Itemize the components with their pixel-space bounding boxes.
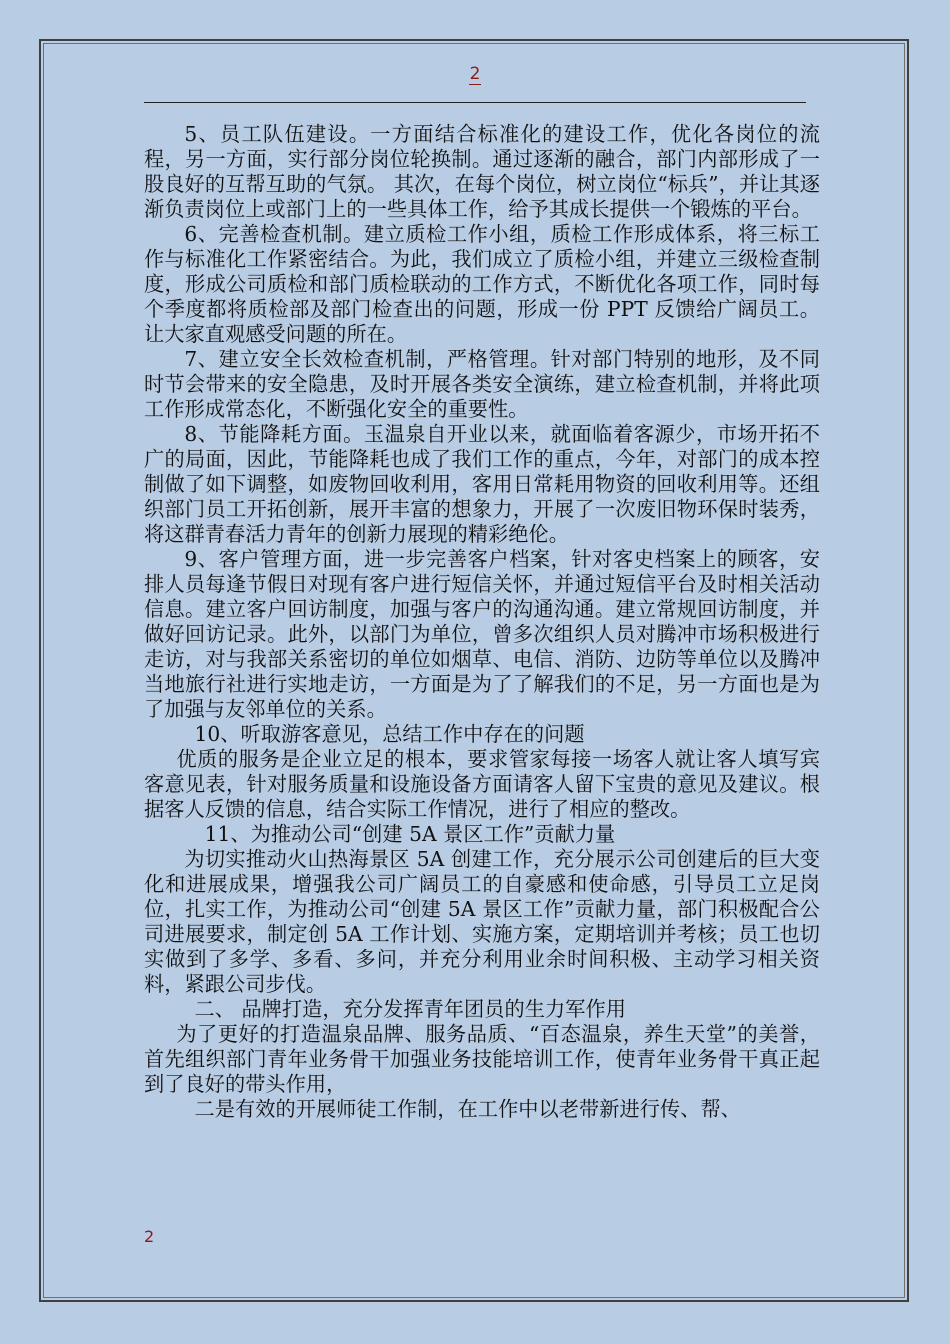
paragraph-energy: 8、节能降耗方面。玉温泉自开业以来，就面临着客源少，市场开拓不广的局面，因此，节能降耗也成了我们工作的重点，今年，对部门的成本控制做了如下调整，如废物回收利用，客用日常耗用物资的回收利用等。还组织部门员工开拓创新，展开丰富的想象力，开展了一次废旧物环保时装秀，将这群青春活力青年的创新力展现的精彩绝伦。 (144, 422, 820, 546)
paragraph-brand: 为了更好的打造温泉品牌、服务品质、“百态温泉，养生天堂”的美誉，首先组织部门青年业务骨干加强业务技能培训工作，使青年业务骨干真正起到了良好的带头作用， (144, 1022, 820, 1096)
paragraph-5a: 为切实推动火山热海景区 5A 创建工作，充分展示公司创建后的巨大变化和进展成果，增强我公司广阔员工的自豪感和使命感，引导员工立足岗位，扎实工作，为推动公司“创建 5A 景区工作”贡献力量，部门积极配合公司进展要求，制定创 5A 工作计划、实施方案，定期培训并考核；员工也切实做到了多学、多看、多问，并充分利用业余时间积极、主动学习相关资料，紧跟公司步伐。 (144, 847, 820, 996)
header-rule (144, 102, 806, 103)
heading-visitor-feedback: 10、听取游客意见，总结工作中存在的问题 (194, 722, 585, 746)
paragraph-visitor-feedback: 优质的服务是企业立足的根本，要求管家每接一场客人就让客人填写宾客意见表，针对服务质量和设施设备方面请客人留下宝贵的意见及建议。根据客人反馈的信息，结合实际工作情况，进行了相应的整改。 (144, 747, 820, 821)
document-body (144, 122, 820, 1122)
paragraph-mentorship: 二是有效的开展师徒工作制，在工作中以老带新进行传、帮、 (194, 1097, 741, 1121)
footer-page-number: 2 (144, 1227, 155, 1246)
paragraph-customer: 9、客户管理方面，进一步完善客户档案，针对客史档案上的顾客，安排人员每逢节假日对现有客户进行短信关怀，并通过短信平台及时相关活动信息。建立客户回访制度，加强与客户的沟通沟通。建立常规回访制度，并做好回访记录。此外，以部门为单位，曾多次组织人员对腾冲市场积极进行走访，对与我部关系密切的单位如烟草、电信、消防、边防等单位以及腾冲当地旅行社进行实地走访，一方面是为了了解我们的不足，另一方面也是为了加强与友邻单位的关系。 (144, 547, 820, 721)
header-page-number: 2 (469, 64, 481, 84)
heading-5a: 11、为推动公司“创建 5A 景区工作”贡献力量 (204, 822, 616, 846)
paragraph-staff-building: 5、员工队伍建设。一方面结合标准化的建设工作，优化各岗位的流程，另一方面，实行部分岗位轮换制。通过逐渐的融合，部门内部形成了一股良好的互帮互助的气氛。 其次，在每个岗位，树立岗位“标兵”，并让其逐渐负责岗位上或部门上的一些具体工作，给予其成长提供一个锻炼的平台。 (144, 122, 820, 221)
paragraph-inspection: 6、完善检查机制。建立质检工作小组，质检工作形成体系，将三标工作与标准化工作紧密结合。为此，我们成立了质检小组，并建立三级检查制度，形成公司质检和部门质检联动的工作方式，不断优化各项工作，同时每个季度都将质检部及部门检查出的问题，形成一份 PPT 反馈给广阔员工。让大家直观感受问题的所在。 (144, 222, 820, 346)
paragraph-safety: 7、建立安全长效检查机制，严格管理。针对部门特别的地形，及不同时节会带来的安全隐患，及时开展各类安全演练，建立检查机制，并将此项工作形成常态化，不断强化安全的重要性。 (144, 347, 820, 421)
heading-brand: 二、 品牌打造，充分发挥青年团员的生力军作用 (194, 997, 626, 1021)
